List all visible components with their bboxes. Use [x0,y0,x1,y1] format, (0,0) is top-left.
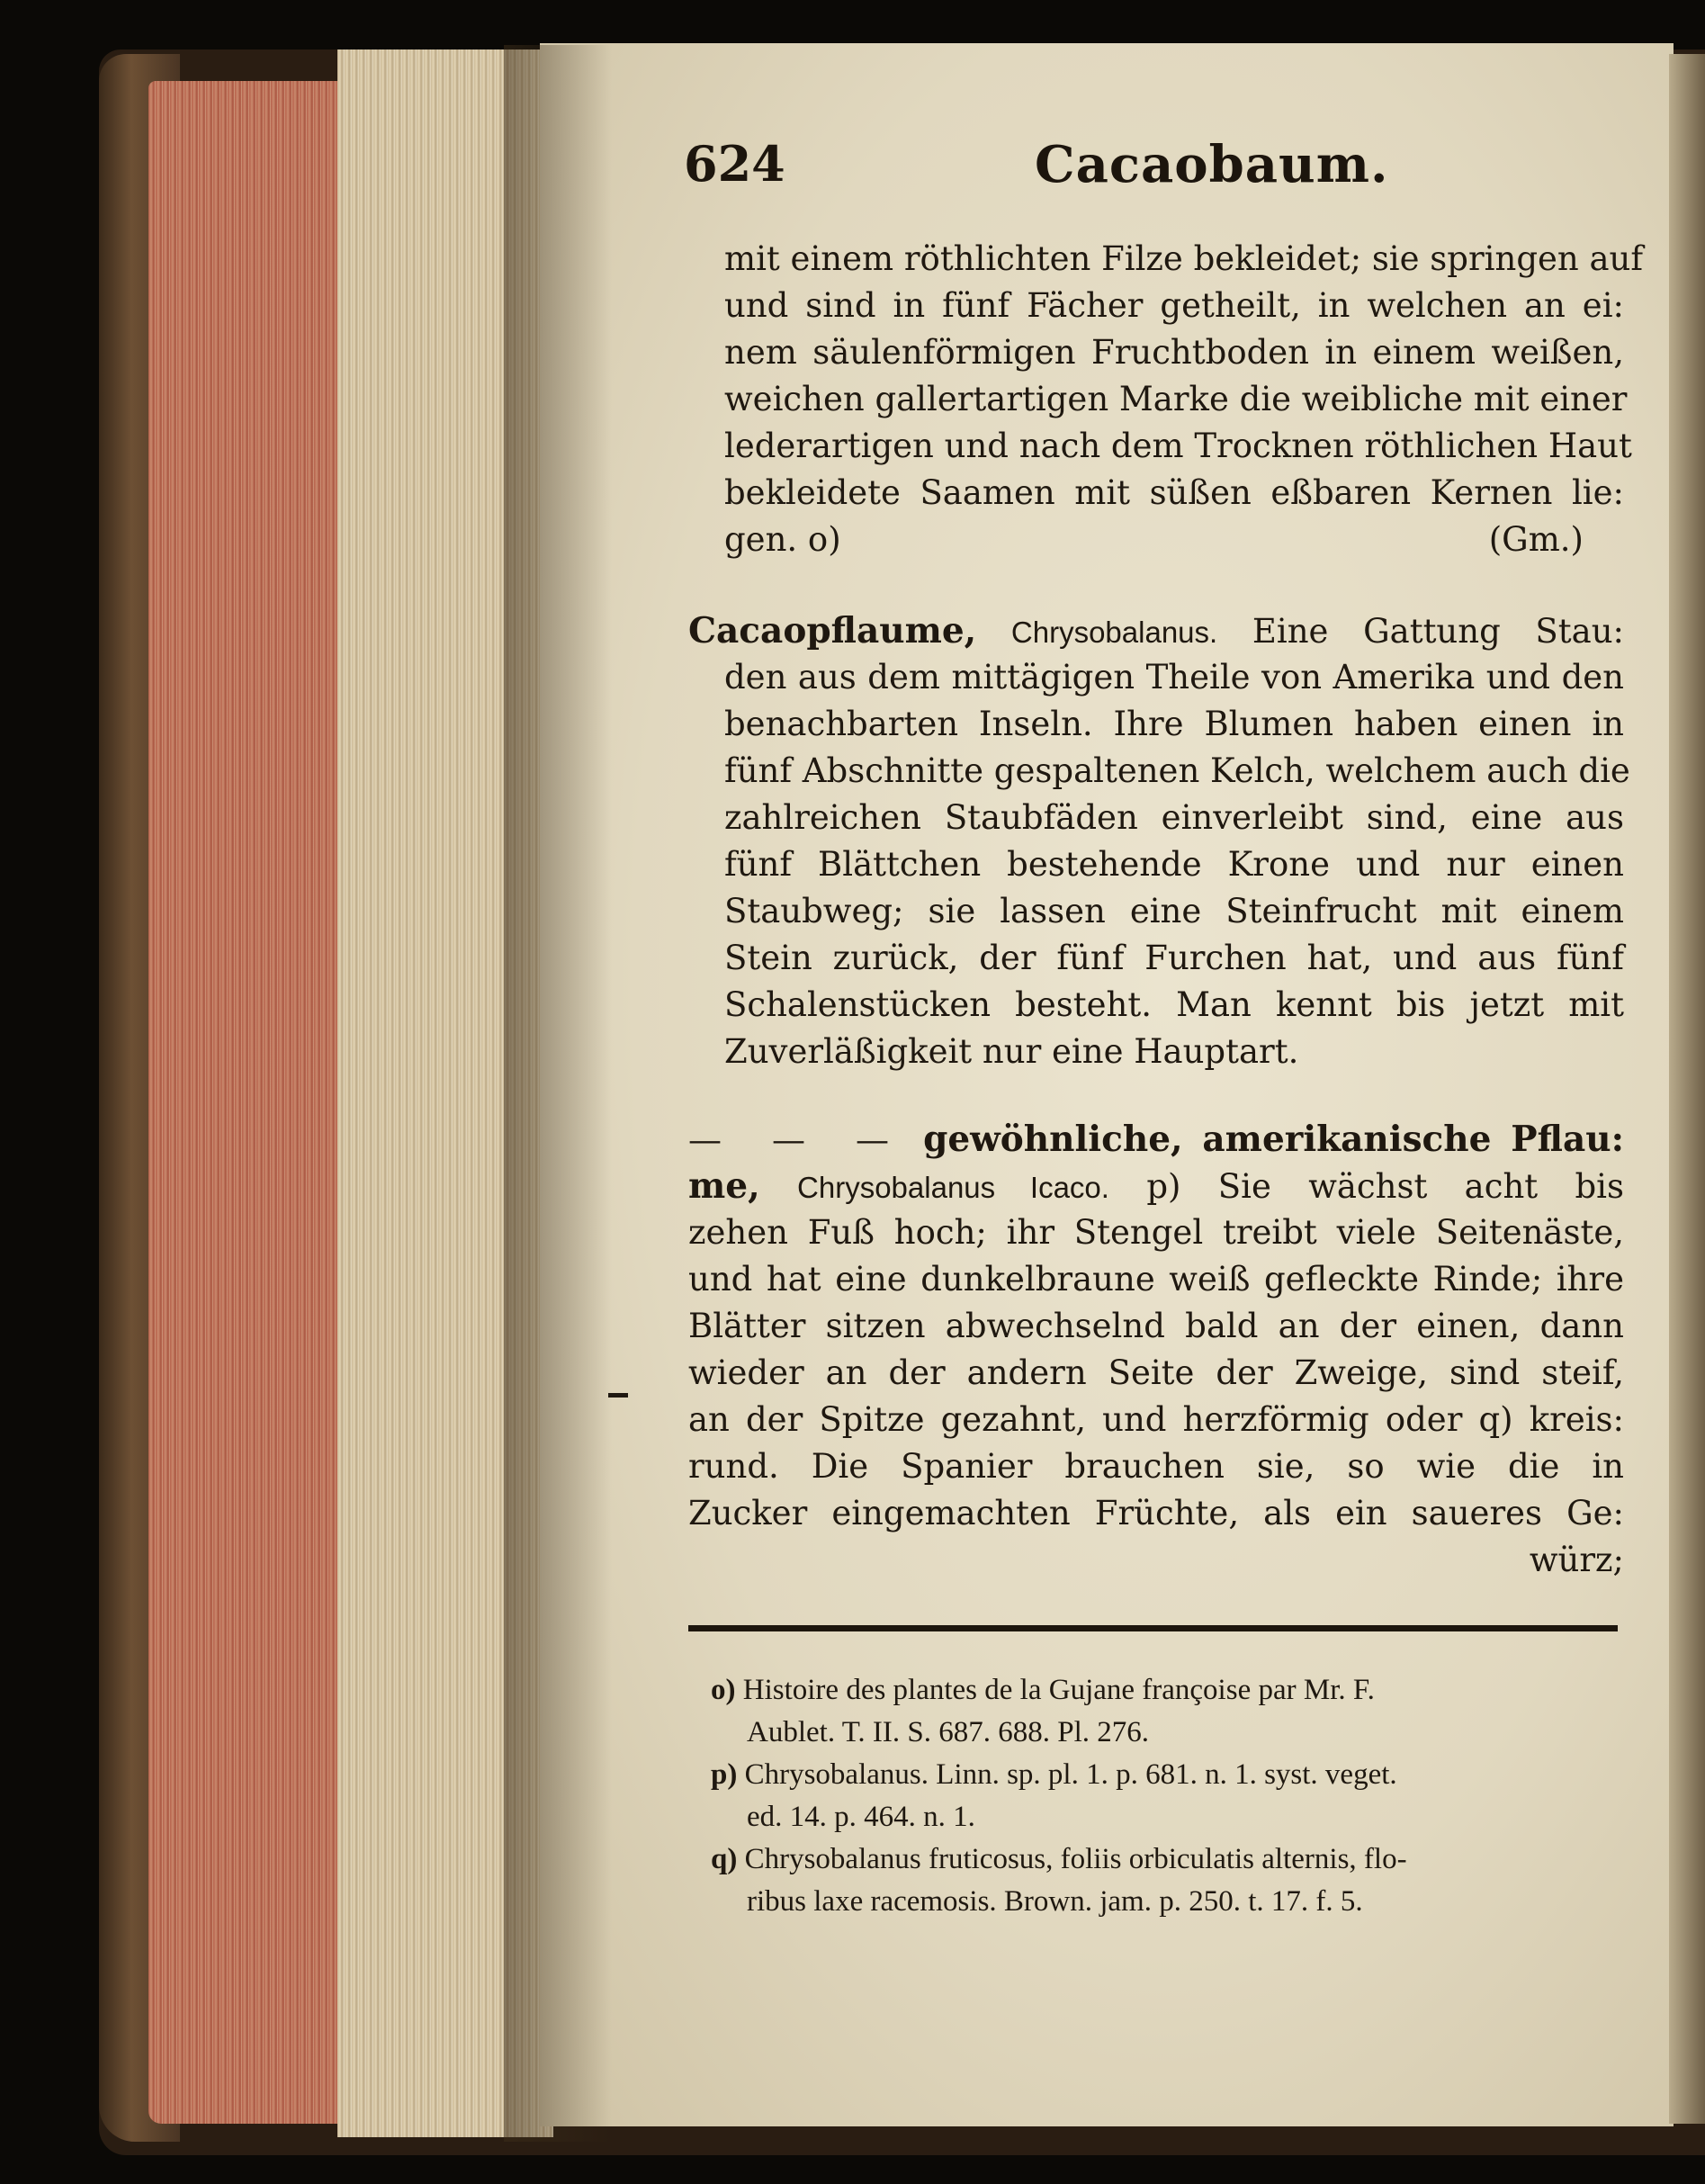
text-line: Stein zurück, der fünf Furchen hat, und aus fünf [724,939,1624,977]
running-title: Cacaobaum. [1035,135,1389,194]
entry-second-line [688,1163,1624,1209]
headword: Cacaopflaume, [688,610,977,652]
footnote-text: Chrysobalanus. Linn. sp. pl. 1. p. 681. n. 1. syst. veget. [744,1758,1397,1791]
footnote-text: Aublet. T. II. S. 687. 688. Pl. 276. [747,1716,1150,1748]
latin-name: Chrysobalanus. [1010,616,1218,649]
text-line: weichen gallertartigen Marke die weibliche mit einer [724,380,1628,418]
footnote-rule [688,1625,1618,1631]
latin-name: Chrysobalanus Icaco. [797,1171,1109,1204]
text-line: benachbarten Inseln. Ihre Blumen haben einen in [724,705,1624,743]
entry-cacaopflaume [688,607,1630,1075]
author-signature: (Gm.) [1488,520,1584,559]
footnote-text: ribus laxe racemosis. Brown. jam. p. 250. t. 17. f. 5. [747,1885,1363,1918]
text-line: fünf Abschnitte gespaltenen Kelch, welchem auch die [724,751,1630,790]
text-line: an der Spitze gezahnt, und herzförmig oder q) kreis: [688,1400,1624,1439]
text-line: den aus dem mittägigen Theile von Amerika und den [724,658,1624,697]
text-line: Zuverläßigkeit nur eine Hauptart. [724,1032,1299,1071]
stray-margin-mark [608,1393,628,1398]
catchword: würz; [1529,1541,1624,1579]
page-header [684,135,1620,207]
footnote-label: q) [711,1843,738,1875]
text-line: nem säulenförmigen Fruchtboden in einem weißen, [724,333,1624,372]
text-line: Schalenstücken besteht. Man kennt bis jetzt mit [724,985,1624,1024]
text-line: und hat eine dunkelbraune weiß gefleckte Rinde; ihre [688,1260,1624,1299]
text-line: bekleidete Saamen mit süßen eßbaren Kernen lie: [724,473,1624,512]
page-number: 624 [684,135,785,193]
footnote-text: Histoire des plantes de la Gujane françoise par Mr. F. [742,1674,1375,1706]
footnote-line [711,1881,1620,1923]
footnote-line [711,1754,1620,1796]
text-line: zehen Fuß hoch; ihr Stengel treibt viele Seitenäste, [688,1213,1624,1252]
footnote-line [711,1796,1620,1838]
ditto-dashes: — — — [688,1120,906,1159]
entry-body [688,654,1630,1075]
text-line: mit einem röthlichten Filze bekleidet; sie springen auf [724,239,1644,278]
footnote-text: ed. 14. p. 464. n. 1. [747,1801,975,1833]
text-line: Blätter sitzen abwechselnd bald an der einen, dann [688,1307,1624,1345]
text-line: zahlreichen Staubfäden einverleibt sind, eine aus [724,798,1624,837]
text-line: gen. o) [724,520,841,559]
footnote-line [711,1712,1620,1754]
entry-gewoehnliche-pflaume [688,1116,1624,1584]
text-line: Staubweg; sie lassen eine Steinfrucht mit einem [724,892,1624,930]
entry-first-line [688,607,1624,654]
text-line-with-signature [724,517,1624,563]
footnote-label: p) [711,1758,738,1791]
page-edges-red [148,81,342,2124]
footnote-label: o) [711,1674,736,1706]
entry-cacaobaum-continuation [724,236,1644,563]
text-fragment: Eine Gattung Stau: [1252,612,1624,651]
headword-continuation: me, [688,1165,760,1207]
page-right-edge [1669,54,1705,2124]
text-fragment: p) Sie wächst acht bis [1146,1167,1625,1206]
text-line: fünf Blättchen bestehende Krone und nur einen [724,845,1624,884]
text-line: Zucker eingemachten Früchte, als ein saueres Ge: [688,1494,1624,1532]
gutter-shadow [504,45,612,2142]
headword: gewöhnliche, amerikanische Pflau: [923,1119,1625,1160]
text-line: und sind in fünf Fächer getheilt, in welchen an ei: [724,286,1624,325]
catchword-line [688,1537,1624,1584]
text-line: wieder an der andern Seite der Zweige, sind steif, [688,1353,1624,1392]
entry-first-line [688,1116,1624,1163]
footnote-line [711,1669,1620,1712]
footnote-text: Chrysobalanus fruticosus, foliis orbiculatis alternis, flo- [744,1843,1407,1875]
text-line: lederartigen und nach dem Trocknen röthlichen Haut [724,427,1632,465]
text-line: rund. Die Spanier brauchen sie, so wie die in [688,1447,1624,1486]
footnotes [711,1669,1620,1923]
footnote-line [711,1838,1620,1881]
